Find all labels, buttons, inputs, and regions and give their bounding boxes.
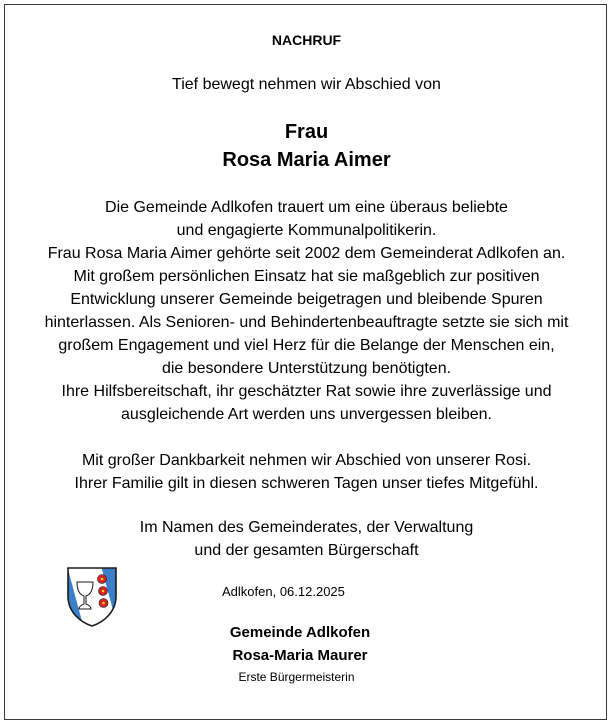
on-behalf-line: Im Namen des Gemeinderates, der Verwaltung [139,519,474,536]
body-line: Die Gemeinde Adlkofen trauert um eine überaus beliebte [105,199,508,216]
place-and-date: Adlkofen, 06.12.2025 [222,584,345,599]
intro-line: Tief bewegt nehmen wir Abschied von [172,76,441,93]
body-line: die besondere Unterstützung benötigten. [161,360,452,377]
closing-line: Ihrer Familie gilt in diesen schweren Tagen unser tiefes Mitgefühl. [74,475,539,492]
body-line: hinterlassen. Als Senioren- und Behindertenbeauftragte setzte sie sich mit [44,314,569,331]
obituary-body [0,196,613,495]
deceased-name: Rosa Maria Aimer [222,149,391,171]
municipality-name: Gemeinde Adlkofen [229,624,371,641]
closing-line: Mit großer Dankbarkeit nehmen wir Abschied von unserer Rosi. [81,452,532,469]
body-line: und engagierte Kommunalpolitikerin. [176,222,437,239]
signatory-name: Rosa-Maria Maurer [232,647,368,664]
signatory-role: Erste Bürgermeisterin [238,670,355,684]
on-behalf-of [0,516,613,562]
on-behalf-line: und der gesamten Bürgerschaft [194,542,419,559]
obituary-heading: NACHRUF [271,32,342,48]
body-line: Frau Rosa Maria Aimer gehörte seit 2002 dem Gemeinderat Adlkofen an. [47,245,566,262]
paragraph-gap [0,426,613,449]
body-line: Entwicklung unserer Gemeinde beigetragen und bleibende Spuren [70,291,543,308]
body-line: Ihre Hilfsbereitschaft, ihr geschätzter Rat sowie ihre zuverlässige und [61,383,552,400]
body-line: ausgleichende Art werden uns unvergessen bleiben. [121,406,492,423]
body-line: großem Engagement und viel Herz für die Belange der Menschen ein, [58,337,555,354]
deceased-salutation: Frau [284,121,329,143]
municipal-coat-of-arms-icon [66,566,118,628]
body-line: Mit großem persönlichen Einsatz hat sie maßgeblich zur positiven [73,268,540,285]
